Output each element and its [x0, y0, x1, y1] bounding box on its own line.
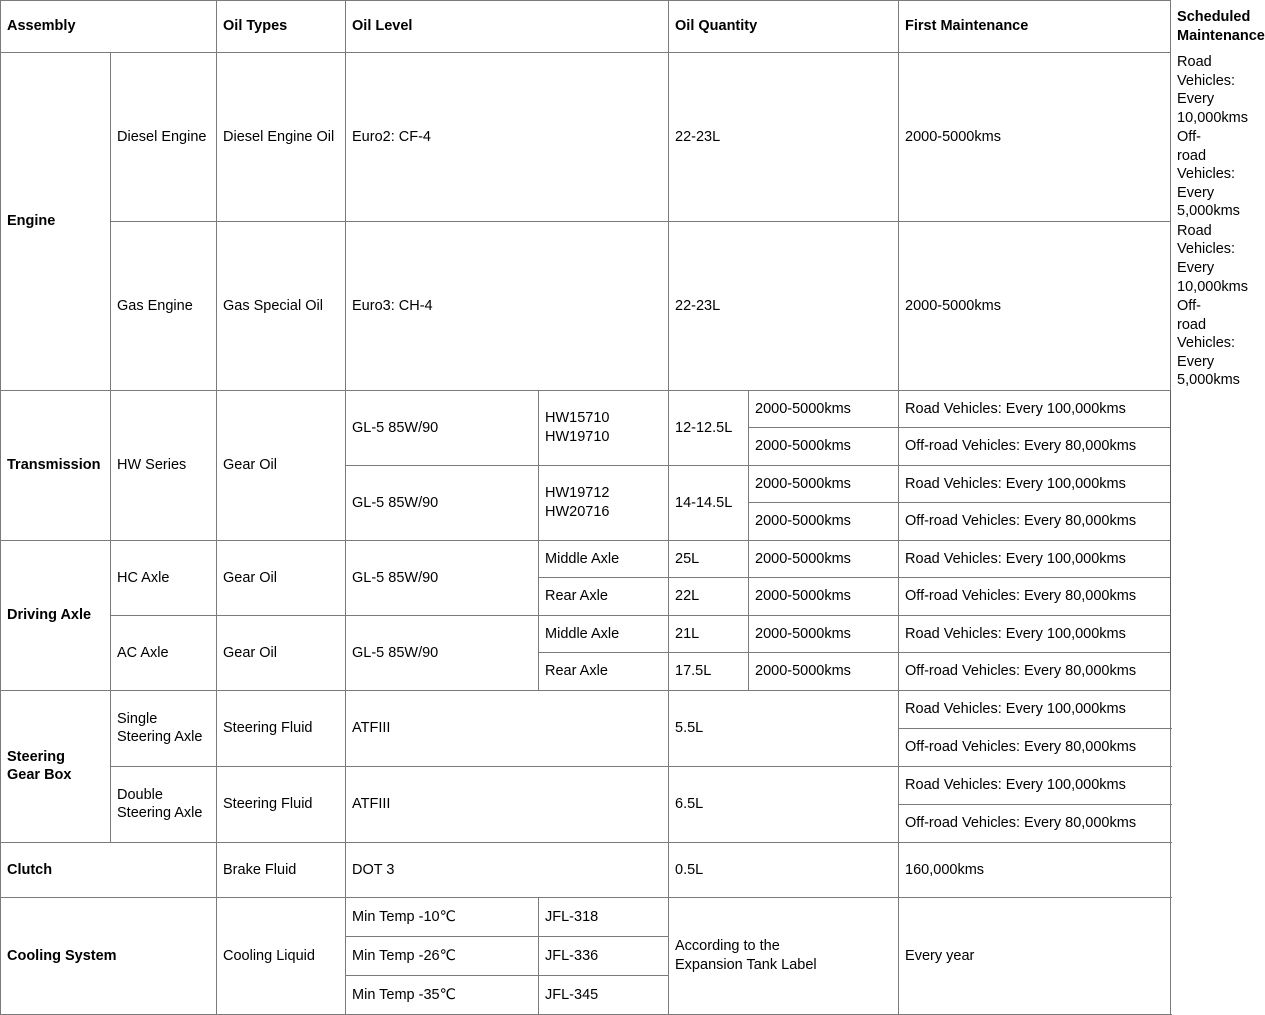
- oil-type-diesel: Diesel Engine Oil: [217, 53, 346, 222]
- model-line-1: HW15710: [545, 410, 610, 427]
- oil-type-cooling: Cooling Liquid: [217, 897, 346, 1014]
- oil-level-double-steering: ATFIII: [346, 766, 669, 842]
- header-oil-level: Oil Level: [346, 1, 669, 53]
- oil-type-gas: Gas Special Oil: [217, 221, 346, 390]
- first-maintenance: 2000-5000kms: [749, 465, 899, 502]
- oil-quantity: 17.5L: [669, 652, 749, 690]
- first-maintenance-gas: 2000-5000kms: [899, 221, 1171, 390]
- oil-level-gas: Euro3: CH-4: [346, 221, 669, 390]
- assembly-cooling-system: Cooling System: [1, 897, 217, 1014]
- maintenance-clutch: 160,000kms: [899, 842, 1171, 897]
- first-maintenance: 2000-5000kms: [749, 502, 899, 540]
- assembly-line-2: Gear Box: [7, 767, 72, 784]
- header-assembly: Assembly: [1, 1, 217, 53]
- table-row: Off-road Vehicles: Every 5,000kms: [1177, 298, 1240, 389]
- oil-quantity-transmission-2: 14-14.5L: [669, 465, 749, 540]
- assembly-engine: Engine: [1, 53, 111, 391]
- sub-assembly-line-1: Single: [117, 710, 158, 727]
- table-row: [1, 390, 1171, 427]
- axle-position: Rear Axle: [539, 652, 669, 690]
- scheduled-maintenance-offroad: Off-road Vehicles: Every 80,000kms: [899, 804, 1171, 842]
- first-maintenance-diesel: 2000-5000kms: [899, 53, 1171, 222]
- scheduled-maintenance-road: Road Vehicles: Every 100,000kms: [899, 540, 1171, 577]
- axle-position: Rear Axle: [539, 577, 669, 615]
- oil-quantity: 21L: [669, 615, 749, 652]
- scheduled-maintenance-road: Road Vehicles: Every 100,000kms: [899, 465, 1171, 502]
- sub-assembly-double-steering-axle: [111, 766, 217, 842]
- oil-level-diesel: Euro2: CF-4: [346, 53, 669, 222]
- oil-quantity-line-2: Expansion Tank Label: [675, 956, 817, 973]
- sub-assembly-single-steering-axle: [111, 690, 217, 766]
- cooling-code: JFL-336: [539, 936, 669, 975]
- table-header-row: Assembly Oil Types Oil Level Oil Quantity First Maintenance Scheduled Maintenance: [1, 1, 1171, 53]
- sub-assembly-hw-series: HW Series: [111, 390, 217, 540]
- scheduled-maintenance-road: Road Vehicles: Every 100,000kms: [899, 766, 1171, 804]
- oil-level-ac-axle: GL-5 85W/90: [346, 615, 539, 690]
- oil-level-hc-axle: GL-5 85W/90: [346, 540, 539, 615]
- table-row: Off-road Vehicles: Every 5,000kms: [1177, 129, 1240, 220]
- header-first-maintenance: First Maintenance: [899, 1, 1171, 53]
- table-row: [1, 540, 1171, 577]
- axle-position: Middle Axle: [539, 615, 669, 652]
- assembly-clutch: Clutch: [1, 842, 217, 897]
- table-row: Engine Diesel Engine Diesel Engine Oil Euro2: CF-4 22-23L 2000-5000kms Road Vehicles: Every 10,000kms: [1, 53, 1171, 128]
- oil-type-single-steering: Steering Fluid: [217, 690, 346, 766]
- oil-type-transmission: Gear Oil: [217, 390, 346, 540]
- header-oil-types: Oil Types: [217, 1, 346, 53]
- sub-assembly-hc-axle: HC Axle: [111, 540, 217, 615]
- sub-assembly-line-2: Steering Axle: [117, 805, 203, 822]
- scheduled-maintenance-offroad: Off-road Vehicles: Every 80,000kms: [899, 427, 1171, 465]
- transmission-models-2: [539, 465, 669, 540]
- oil-quantity-cooling: [669, 897, 899, 1014]
- sub-assembly-gas-engine: Gas Engine: [111, 221, 217, 390]
- table-row: Gas Engine Gas Special Oil Euro3: CH-4 22-23L 2000-5000kms Road Vehicles: Every 10,000kms: [1, 221, 1171, 296]
- sub-assembly-ac-axle: AC Axle: [111, 615, 217, 690]
- model-line-1: HW19712: [545, 485, 610, 502]
- table-row: [1, 766, 1171, 804]
- cooling-temp-grade: Min Temp -35℃: [346, 975, 539, 1014]
- cooling-temp-grade: Min Temp -10℃: [346, 897, 539, 936]
- cooling-temp-grade: Min Temp -26℃: [346, 936, 539, 975]
- table-row: [1, 842, 1171, 897]
- sub-assembly-line-1: Double: [117, 786, 163, 803]
- oil-quantity-transmission-1: 12-12.5L: [669, 390, 749, 465]
- table-row: [1, 615, 1171, 652]
- oil-quantity-gas: 22-23L: [669, 221, 899, 390]
- first-maintenance: 2000-5000kms: [749, 540, 899, 577]
- oil-level-transmission-1: GL-5 85W/90: [346, 390, 539, 465]
- first-maintenance: 2000-5000kms: [749, 615, 899, 652]
- scheduled-maintenance-offroad: Off-road Vehicles: Every 80,000kms: [899, 502, 1171, 540]
- oil-type-ac-axle: Gear Oil: [217, 615, 346, 690]
- scheduled-maintenance-road: Road Vehicles: Every 100,000kms: [899, 690, 1171, 728]
- scheduled-maintenance-offroad: Off-road Vehicles: Every 80,000kms: [899, 652, 1171, 690]
- assembly-driving-axle: Driving Axle: [1, 540, 111, 690]
- oil-type-hc-axle: Gear Oil: [217, 540, 346, 615]
- oil-type-clutch: Brake Fluid: [217, 842, 346, 897]
- oil-quantity-clutch: 0.5L: [669, 842, 899, 897]
- oil-quantity: 25L: [669, 540, 749, 577]
- oil-quantity: 22L: [669, 577, 749, 615]
- oil-quantity-single-steering: 5.5L: [669, 690, 899, 766]
- first-maintenance: 2000-5000kms: [749, 652, 899, 690]
- oil-level-single-steering: ATFIII: [346, 690, 669, 766]
- oil-quantity-double-steering: 6.5L: [669, 766, 899, 842]
- axle-position: Middle Axle: [539, 540, 669, 577]
- header-oil-quantity: Oil Quantity: [669, 1, 899, 53]
- oil-quantity-line-1: According to the: [675, 938, 780, 955]
- first-maintenance: 2000-5000kms: [749, 390, 899, 427]
- oil-type-double-steering: Steering Fluid: [217, 766, 346, 842]
- model-line-2: HW20716: [545, 503, 610, 520]
- scheduled-maintenance-road: Road Vehicles: Every 100,000kms: [899, 615, 1171, 652]
- cooling-code: JFL-318: [539, 897, 669, 936]
- sub-assembly-line-2: Steering Axle: [117, 729, 203, 746]
- table-row: [1, 897, 1171, 936]
- maintenance-cooling: Every year: [899, 897, 1171, 1014]
- scheduled-maintenance-road: Road Vehicles: Every 100,000kms: [899, 390, 1171, 427]
- table-row: [1, 690, 1171, 728]
- scheduled-maintenance-offroad: Off-road Vehicles: Every 80,000kms: [899, 728, 1171, 766]
- first-maintenance: 2000-5000kms: [749, 427, 899, 465]
- oil-level-transmission-2: GL-5 85W/90: [346, 465, 539, 540]
- oil-level-clutch: DOT 3: [346, 842, 669, 897]
- scheduled-maintenance-offroad: Off-road Vehicles: Every 80,000kms: [899, 577, 1171, 615]
- assembly-transmission: Transmission: [1, 390, 111, 540]
- first-maintenance: 2000-5000kms: [749, 577, 899, 615]
- cooling-code: JFL-345: [539, 975, 669, 1014]
- assembly-steering-gear-box: [1, 690, 111, 842]
- assembly-line-1: Steering: [7, 748, 66, 765]
- oil-quantity-diesel: 22-23L: [669, 53, 899, 222]
- transmission-models-1: [539, 390, 669, 465]
- model-line-2: HW19710: [545, 428, 610, 445]
- sub-assembly-diesel-engine: Diesel Engine: [111, 53, 217, 222]
